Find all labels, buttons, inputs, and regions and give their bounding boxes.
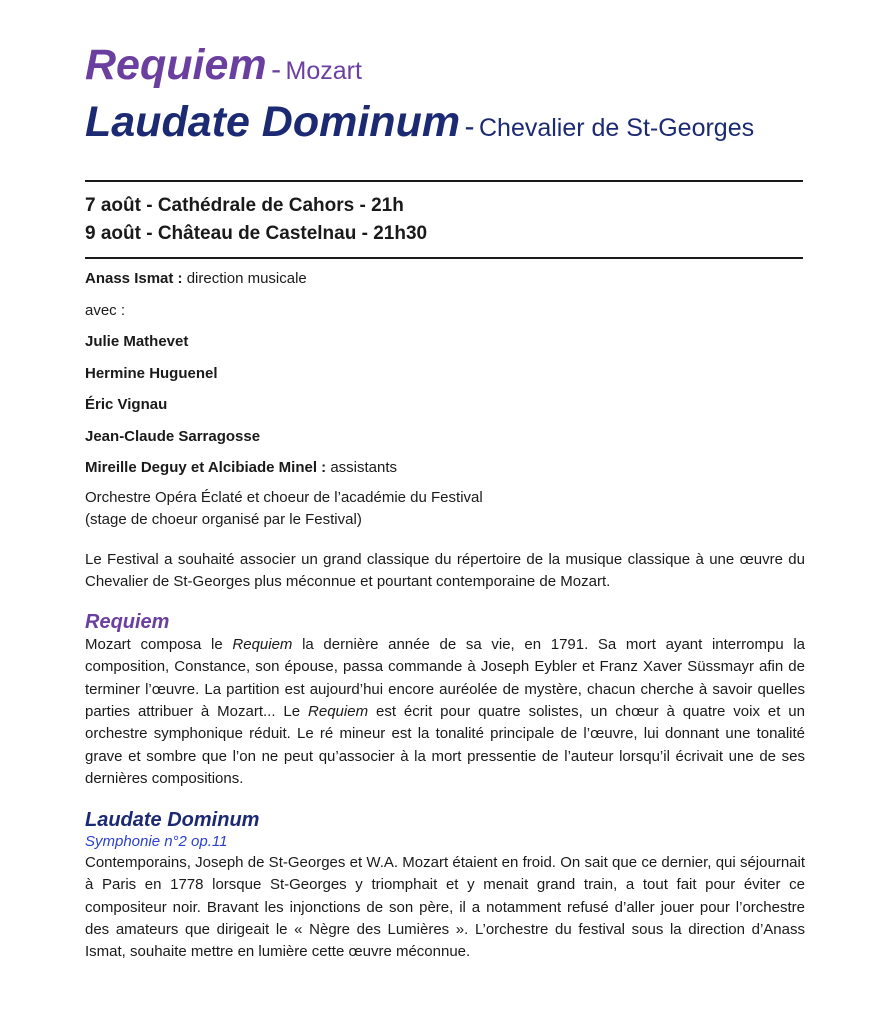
director-name: Anass Ismat : xyxy=(85,270,183,287)
orchestra-credit xyxy=(85,487,805,531)
singer-name: Éric Vignau xyxy=(85,396,168,413)
performance-dates xyxy=(85,182,805,257)
laudate-section-heading: Laudate Dominum xyxy=(85,809,260,832)
assistants-credit xyxy=(85,458,805,477)
laudate-composer: Chevalier de St-Georges xyxy=(478,114,755,142)
assistants-role: assistants xyxy=(330,459,398,476)
laudate-paragraph: Contemporains, Joseph de St-Georges et W.A. Mozart étaient en froid. On sait que ce dernier, qui séjournait à Paris en 1778 lorsque St-Georges y triomphait et y menait grand train, a tout fait pour éviter ce compositeur noir. Bravant les injonctions de son père, il a notamment refusé d’aller jouer pour l’orchestre des amateurs que dirigeait le « Nègre des Lumières ». L’orchestre du festival sous la direction d’Anass Ismat, souhaite mettre en lumière cette œuvre méconnue. xyxy=(85,854,805,961)
avec-label: avec : xyxy=(85,301,126,319)
date-line-2: 9 août - Château de Castelnau - 21h30 xyxy=(85,223,428,244)
laudate-subtitle: Symphonie n°2 op.11 xyxy=(85,833,228,851)
laudate-work-title: Laudate Dominum xyxy=(85,98,461,146)
orchestra-line-1: Orchestre Opéra Éclaté et choeur de l’académie du Festival xyxy=(85,488,483,506)
requiem-title xyxy=(85,41,805,89)
concert-program-page xyxy=(85,41,805,964)
date-line-1: 7 août - Cathédrale de Cahors - 21h xyxy=(85,195,404,216)
requiem-paragraph: Mozart composa le Requiem la dernière année de sa vie, en 1791. Sa mort ayant interrompu la composition, Constance, son épouse, passa commande à Joseph Eybler et Franz Xaver Süssmayr afin de terminer l’œuvre. La partition est aujourd’hui encore auréolée de mystère, chacun cherche à savoir quelles parties attribuer à Mozart... Le Requiem est écrit pour quatre solistes, un chœur à quatre voix et un orchestre symphonique réduit. Le ré mineur est la tonalité principale de l’œuvre, lui donnant une tonalité grave et sombre que l’on ne peut qu’associer à la mort pressentie de l’auteur lorsqu’il écrivait une de ses dernières compositions. xyxy=(85,636,805,787)
laudate-title xyxy=(85,98,805,146)
assistants-names: Mireille Deguy et Alcibiade Minel : xyxy=(85,459,327,476)
credits-block xyxy=(85,269,805,531)
orchestra-line-2: (stage de choeur organisé par le Festival) xyxy=(85,510,362,528)
director-role: direction musicale xyxy=(186,270,307,287)
title-separator: - xyxy=(464,110,475,143)
singer-name: Hermine Huguenel xyxy=(85,364,218,382)
title-separator: - xyxy=(271,53,282,86)
requiem-work-title: Requiem xyxy=(85,41,267,89)
singer-name: Jean-Claude Sarragosse xyxy=(85,427,261,445)
bottom-divider xyxy=(85,257,803,259)
intro-paragraph: Le Festival a souhaité associer un grand classique du répertoire de la musique classique à une œuvre du Chevalier de St-Georges plus méconnue et pourtant contemporaine de Mozart. xyxy=(85,550,805,590)
requiem-composer: Mozart xyxy=(285,57,362,85)
director-credit xyxy=(85,269,805,288)
requiem-section-heading: Requiem xyxy=(85,611,170,634)
singer-name: Julie Mathevet xyxy=(85,333,189,350)
